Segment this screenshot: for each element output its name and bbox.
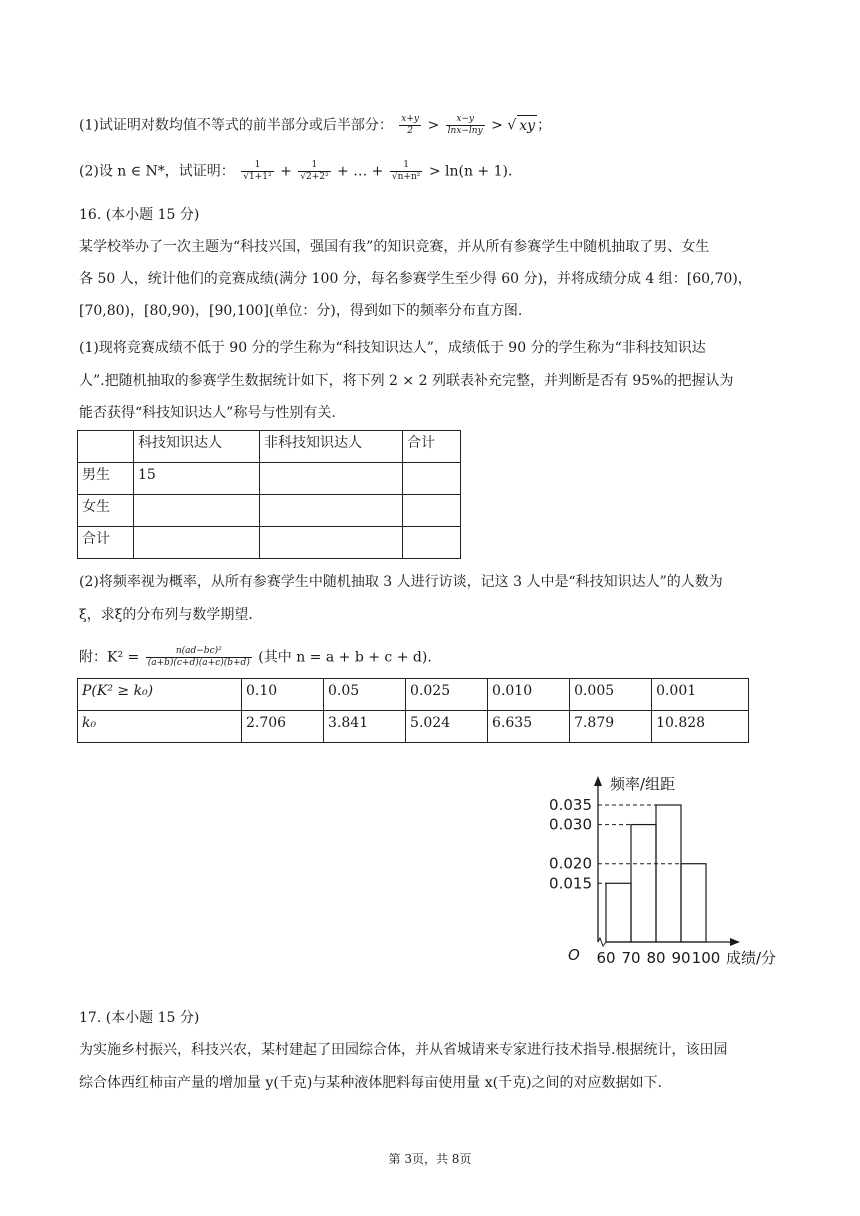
q15-part1-text: (1)试证明对数均值不等式的前半部分或后半部分： bbox=[79, 117, 393, 134]
histogram-bar bbox=[656, 805, 681, 942]
page-footer: 第 3页，共 8页 bbox=[388, 1152, 472, 1166]
table-cell bbox=[260, 463, 403, 495]
q16-part2-line2: ξ，求ξ的分布列与数学期望. bbox=[79, 607, 253, 623]
y-tick-label: 0.030 bbox=[549, 815, 592, 834]
table-row bbox=[78, 463, 461, 495]
q15-part1: (1)试证明对数均值不等式的前半部分或后半部分： $\frac{x+y}{2}$ > $\frac{x-y}{\ln x-\ln y}$ > √ xy ； bbox=[79, 114, 552, 136]
table-cell: 7.879 bbox=[570, 711, 652, 743]
table-cell: 6.635 bbox=[488, 711, 570, 743]
y-axis-arrow bbox=[594, 776, 602, 786]
x-axis-arrow bbox=[730, 938, 740, 946]
fraction-term-2: $\frac{1}{\text{√2+2²}}$ bbox=[300, 160, 329, 182]
x-tick-label: 90 bbox=[671, 949, 691, 967]
table-cell: 男生 bbox=[78, 463, 134, 495]
k2-critical-table bbox=[77, 678, 749, 743]
histogram-bar bbox=[681, 864, 706, 942]
y-tick-label: 0.020 bbox=[549, 854, 592, 873]
y-tick-label: 0.015 bbox=[549, 874, 592, 893]
q15-part2: (2)设 n ∈ N*，试证明： $\frac{1}{\text{√1+1²}}$ + $\frac{1}{\text{√2+2²}}$ + … + $\frac{1}{\text{√n+n²}}$ > ln(n + 1). bbox=[79, 160, 513, 182]
fraction-k2: $\frac{\text{n(ad−bc)²}}{(a+b)(c+d)(a+c)(b+d)}$ bbox=[147, 646, 250, 668]
q16-part1-line3: 能否获得“科技知识达人”称号与性别有关. bbox=[79, 405, 336, 421]
sqrt-xy: xy bbox=[517, 115, 537, 136]
table-cell: 合计 bbox=[403, 431, 461, 463]
sqrt-sign: √ bbox=[507, 117, 517, 134]
table-cell bbox=[134, 495, 260, 527]
frequency-histogram bbox=[520, 770, 790, 975]
table-cell bbox=[260, 527, 403, 559]
fraction-log-mean: $\frac{x-y}{\ln x-\ln y}$ bbox=[447, 114, 483, 136]
table-cell: 0.005 bbox=[570, 679, 652, 711]
y-axis-label: 频率/组距 bbox=[610, 775, 676, 793]
q16-para1: 某学校举办了一次主题为“科技兴国，强国有我”的知识竞赛，并从所有参赛学生中随机抽取了男、女生 bbox=[79, 239, 710, 255]
q16-header: 16. (本小题 15 分) bbox=[79, 207, 200, 223]
q16-part1-line2: 人”.把随机抽取的参赛学生数据统计如下，将下列 2 × 2 列联表补充完整，并判断是否有 95%的把握认为 bbox=[79, 373, 734, 389]
table-row bbox=[78, 527, 461, 559]
origin-label: O bbox=[568, 946, 580, 964]
q15-part2-text: (2)设 n ∈ N*，试证明： bbox=[79, 163, 235, 180]
table-row bbox=[78, 495, 461, 527]
x-tick-label: 100 bbox=[691, 949, 721, 967]
table-cell: 3.841 bbox=[324, 711, 406, 743]
x-tick-label: 70 bbox=[621, 949, 641, 967]
fraction-term-1: $\frac{1}{\text{√1+1²}}$ bbox=[243, 160, 272, 182]
table-cell: 科技知识达人 bbox=[134, 431, 260, 463]
appendix-prefix: 附：K² = bbox=[79, 649, 140, 666]
table-cell: 非科技知识达人 bbox=[260, 431, 403, 463]
fraction-term-n: $\frac{1}{\text{√n+n²}}$ bbox=[391, 160, 421, 182]
table-cell bbox=[403, 463, 461, 495]
q17-para1: 为实施乡村振兴，科技兴农，某村建起了田园综合体，并从省城请来专家进行技术指导.根据统计，该田园 bbox=[79, 1042, 728, 1058]
table-cell bbox=[403, 527, 461, 559]
table-cell: 10.828 bbox=[652, 711, 749, 743]
fraction-mean: $\frac{x+y}{2}$ bbox=[401, 114, 419, 136]
table-cell bbox=[134, 527, 260, 559]
q17-header: 17. (本小题 15 分) bbox=[79, 1010, 200, 1026]
q16-appendix bbox=[79, 646, 432, 669]
table-cell bbox=[260, 495, 403, 527]
table-row bbox=[78, 679, 749, 711]
x-tick-label: 80 bbox=[646, 949, 666, 967]
table-cell: k₀ bbox=[78, 711, 242, 743]
q16-para2: 各 50 人，统计他们的竞赛成绩(满分 100 分，每名参赛学生至少得 60 分)，并将成绩分成 4 组：[60,70)， bbox=[79, 271, 752, 287]
table-row bbox=[78, 431, 461, 463]
x-axis-label: 成绩/分 bbox=[726, 949, 777, 967]
table-cell: 合计 bbox=[78, 527, 134, 559]
q16-part1-line1: (1)现将竞赛成绩不低于 90 分的学生称为“科技知识达人”，成绩低于 90 分的学生称为“非科技知识达 bbox=[79, 340, 706, 356]
table-cell: 0.05 bbox=[324, 679, 406, 711]
appendix-suffix: (其中 n = a + b + c + d). bbox=[258, 649, 432, 666]
histogram-bar bbox=[631, 825, 656, 942]
table-cell: 2.706 bbox=[242, 711, 324, 743]
contingency-table bbox=[77, 430, 461, 559]
table-cell: 0.025 bbox=[406, 679, 488, 711]
table-cell: 0.010 bbox=[488, 679, 570, 711]
table-cell bbox=[78, 431, 134, 463]
q16-part2-line1: (2)将频率视为概率，从所有参赛学生中随机抽取 3 人进行访谈，记这 3 人中是“科技知识达人”的人数为 bbox=[79, 574, 723, 590]
table-cell bbox=[403, 495, 461, 527]
table-cell: P(K² ≥ k₀) bbox=[78, 679, 242, 711]
table-row bbox=[78, 711, 749, 743]
q16-para3: [70,80)，[80,90)，[90,100](单位：分)，得到如下的频率分布直方图. bbox=[79, 303, 523, 319]
table-cell: 0.001 bbox=[652, 679, 749, 711]
q17-para2: 综合体西红柿亩产量的增加量 y(千克)与某种液体肥料每亩使用量 x(千克)之间的对应数据如下. bbox=[79, 1075, 663, 1091]
table-cell: 5.024 bbox=[406, 711, 488, 743]
axis-break bbox=[598, 938, 606, 946]
table-cell: 女生 bbox=[78, 495, 134, 527]
table-cell: 15 bbox=[134, 463, 260, 495]
y-tick-label: 0.035 bbox=[549, 796, 592, 814]
histogram-bar bbox=[606, 883, 631, 942]
x-tick-label: 60 bbox=[596, 949, 616, 967]
table-cell: 0.10 bbox=[242, 679, 324, 711]
